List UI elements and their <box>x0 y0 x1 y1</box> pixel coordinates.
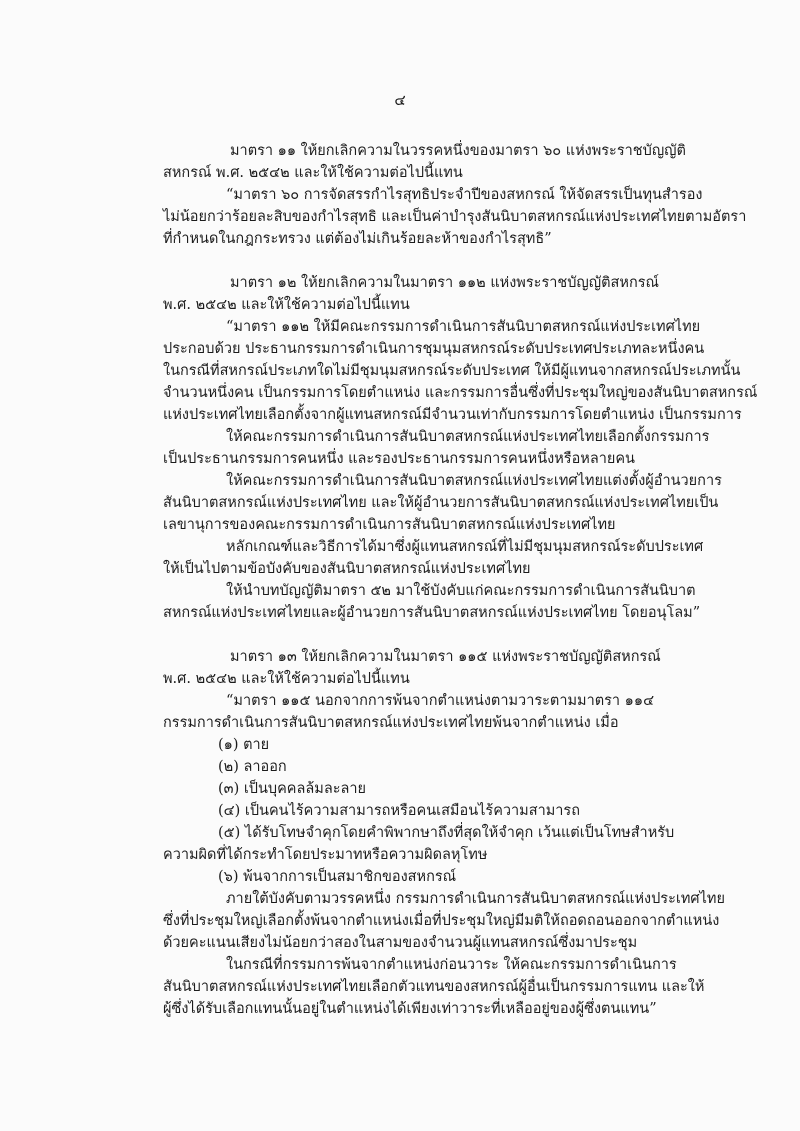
section-12-quote-line: ให้คณะกรรมการดำเนินการสันนิบาตสหกรณ์แห่งประเทศไทยเลือกตั้งกรรมการ <box>226 429 710 445</box>
section-11-heading: มาตรา ๑๑ ให้ยกเลิกความในวรรคหนึ่งของมาตรา ๖๐ แห่งพระราชบัญญัติ <box>230 143 686 159</box>
section-12-quote-line: “มาตรา ๑๑๒ ให้มีคณะกรรมการดำเนินการสันนิบาตสหกรณ์แห่งประเทศไทย <box>226 319 701 335</box>
section-13-quote-line: ความผิดที่ได้กระทำโดยประมาทหรือความผิดลหุโทษ <box>163 847 488 863</box>
section-13-quote-line: ผู้ซึ่งได้รับเลือกแทนนั้นอยู่ในตำแหน่งได้เพียงเท่าวาระที่เหลืออยู่ของผู้ซึ่งตนแทน” <box>163 1001 657 1017</box>
section-12-quote-line: จำนวนหนึ่งคน เป็นกรรมการโดยตำแหน่ง และกรรมการอื่นซึ่งที่ประชุมใหญ่ของสันนิบาตสหกรณ์ <box>163 385 758 401</box>
section-12-quote-line: ประกอบด้วย ประธานกรรมการดำเนินการชุมนุมสหกรณ์ระดับประเทศประเภทละหนึ่งคน <box>163 341 705 357</box>
section-13-quote-line: ด้วยคะแนนเสียงไม่น้อยกว่าสองในสามของจำนวนผู้แทนสหกรณ์ซึ่งมาประชุม <box>163 935 638 951</box>
section-13-list-item: (๖) พ้นจากการเป็นสมาชิกของสหกรณ์ <box>218 869 457 885</box>
section-13-list-item: (๒) ลาออก <box>218 759 287 775</box>
section-12-quote-line: สันนิบาตสหกรณ์แห่งประเทศไทย และให้ผู้อำนวยการสันนิบาตสหกรณ์แห่งประเทศไทยเป็น <box>163 495 719 511</box>
section-13-quote-line: สันนิบาตสหกรณ์แห่งประเทศไทยเลือกตัวแทนของสหกรณ์ผู้อื่นเป็นกรรมการแทน และให้ <box>163 979 705 995</box>
section-12-quote-line: ในกรณีที่สหกรณ์ประเภทใดไม่มีชุมนุมสหกรณ์ระดับประเทศ ให้มีผู้แทนจากสหกรณ์ประเภทนั้น <box>163 363 741 379</box>
section-11-quote-line: ไม่น้อยกว่าร้อยละสิบของกำไรสุทธิ และเป็นค่าบำรุงสันนิบาตสหกรณ์แห่งประเทศไทยตามอัตรา <box>163 209 747 225</box>
section-13-quote-line: ภายใต้บังคับตามวรรคหนึ่ง กรรมการดำเนินการสันนิบาตสหกรณ์แห่งประเทศไทย <box>226 891 725 907</box>
section-12-quote-line: เลขานุการของคณะกรรมการดำเนินการสันนิบาตสหกรณ์แห่งประเทศไทย <box>163 517 616 533</box>
section-11-quote-line: “มาตรา ๖๐ การจัดสรรกำไรสุทธิประจำปีของสหกรณ์ ให้จัดสรรเป็นทุนสำรอง <box>226 187 703 203</box>
section-13-quote-line: กรรมการดำเนินการสันนิบาตสหกรณ์แห่งประเทศไทยพ้นจากตำแหน่ง เมื่อ <box>163 715 619 731</box>
section-12-quote-line: แห่งประเทศไทยเลือกตั้งจากผู้แทนสหกรณ์มีจำนวนเท่ากับกรรมการโดยตำแหน่ง เป็นกรรมการ <box>163 407 742 423</box>
section-13-heading: มาตรา ๑๓ ให้ยกเลิกความในมาตรา ๑๑๕ แห่งพระราชบัญญัติสหกรณ์ <box>230 649 661 665</box>
section-11-heading-cont: สหกรณ์ พ.ศ. ๒๕๔๒ และให้ใช้ความต่อไปนี้แทน <box>163 165 463 181</box>
section-13-list-item: (๕) ได้รับโทษจำคุกโดยคำพิพากษาถึงที่สุดให้จำคุก เว้นแต่เป็นโทษสำหรับ <box>218 825 675 841</box>
section-12-heading: มาตรา ๑๒ ให้ยกเลิกความในมาตรา ๑๑๒ แห่งพระราชบัญญัติสหกรณ์ <box>230 275 659 291</box>
section-12-quote-line: หลักเกณฑ์และวิธีการได้มาซึ่งผู้แทนสหกรณ์ที่ไม่มีชุมนุมสหกรณ์ระดับประเทศ <box>226 539 704 555</box>
section-12-quote-line: สหกรณ์แห่งประเทศไทยและผู้อำนวยการสันนิบาตสหกรณ์แห่งประเทศไทย โดยอนุโลม” <box>163 605 701 621</box>
section-12-quote-line: ให้เป็นไปตามข้อบังคับของสันนิบาตสหกรณ์แห่งประเทศไทย <box>163 561 531 577</box>
section-13-quote-line: ซึ่งที่ประชุมใหญ่เลือกตั้งพ้นจากตำแหน่งเมื่อที่ประชุมใหญ่มีมติให้ถอดถอนออกจากตำแหน่ง <box>163 913 720 929</box>
section-12-quote-line: ให้นำบทบัญญัติมาตรา ๕๒ มาใช้บังคับแก่คณะกรรมการดำเนินการสันนิบาต <box>226 583 696 599</box>
section-13-list-item: (๓) เป็นบุคคลล้มละลาย <box>218 781 367 797</box>
section-12-quote-line: เป็นประธานกรรมการคนหนึ่ง และรองประธานกรรมการคนหนึ่งหรือหลายคน <box>163 451 635 467</box>
section-12-heading-cont: พ.ศ. ๒๕๔๒ และให้ใช้ความต่อไปนี้แทน <box>163 297 410 313</box>
section-13-list-item: (๔) เป็นคนไร้ความสามารถหรือคนเสมือนไร้ความสามารถ <box>218 803 580 819</box>
page-number: ๔ <box>394 91 406 109</box>
section-13-quote-line: ในกรณีที่กรรมการพ้นจากตำแหน่งก่อนวาระ ให้คณะกรรมการดำเนินการ <box>226 957 677 973</box>
section-11-quote-line: ที่กำหนดในกฎกระทรวง แต่ต้องไม่เกินร้อยละห้าของกำไรสุทธิ” <box>163 231 552 247</box>
section-12-quote-line: ให้คณะกรรมการดำเนินการสันนิบาตสหกรณ์แห่งประเทศไทยแต่งตั้งผู้อำนวยการ <box>226 473 722 489</box>
section-13-list-item: (๑) ตาย <box>218 737 270 753</box>
section-13-quote-line: “มาตรา ๑๑๕ นอกจากการพ้นจากตำแหน่งตามวาระตามมาตรา ๑๑๔ <box>226 693 655 709</box>
section-13-heading-cont: พ.ศ. ๒๕๔๒ และให้ใช้ความต่อไปนี้แทน <box>163 671 410 687</box>
